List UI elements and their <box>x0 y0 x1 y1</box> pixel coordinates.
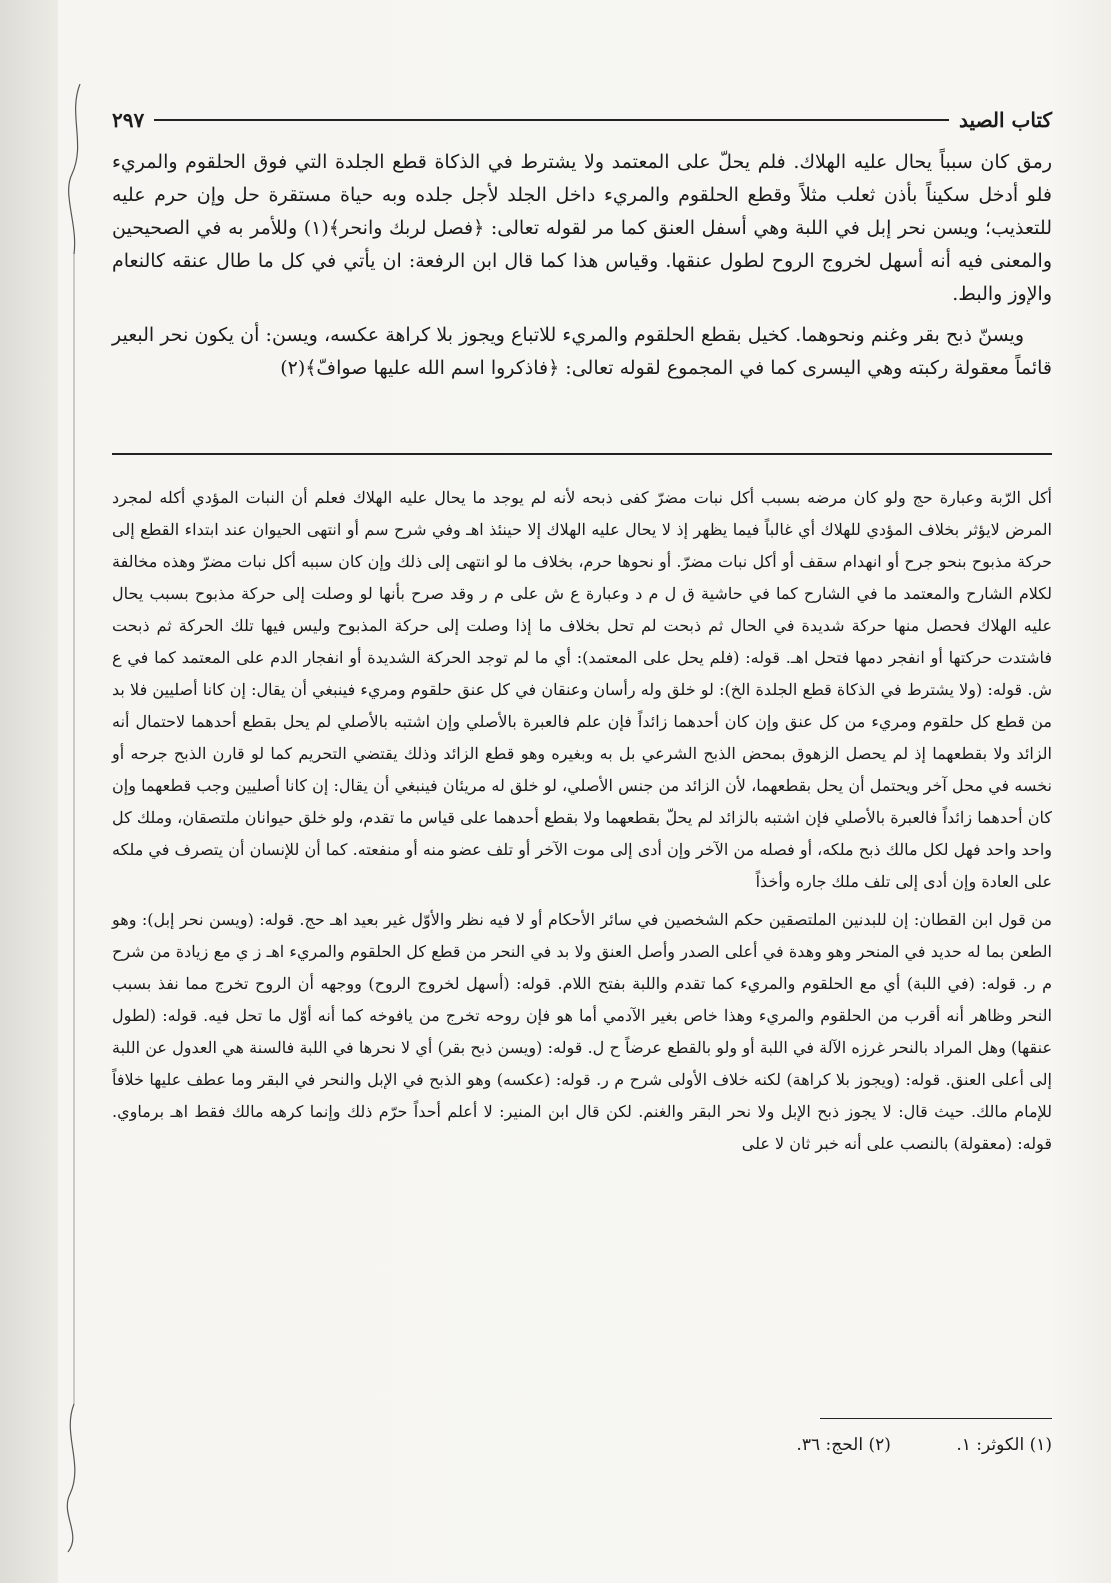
page-number: ٢٩٧ <box>112 108 145 132</box>
page-header <box>112 100 1052 140</box>
main-paragraph: رمق كان سبباً يحال عليه الهلاك. فلم يحلّ على المعتمد ولا يشترط في الذكاة قطع الجلدة التي فوق الحلقوم والمريء فلو أدخل سكيناً بأذن ثعلب مثلاً وقطع الحلقوم والمريء داخل الجلد لأجل جلده وبه حياة مستقرة حل وإن حرم عليه للتعذيب؛ ويسن نحر إبل في اللبة وهي أسفل العنق كما مر لقوله تعالى: ﴿فصل لربك وانحر﴾(١) وللأمر به في الصحيحين والمعنى فيه أنه أسهل لخروج الروح لطول عنقها. وقياس هذا كما قال ابن الرفعة: ان يأتي في كل ما طال عنقه كالنعام والإوز والبط. <box>112 151 1052 305</box>
commentary-paragraph: من قول ابن القطان: إن للبدنين الملتصقين حكم الشخصين في سائر الأحكام أو لا فيه نظر والأوّل غير بعيد اهـ حج. قوله: (ويسن نحر إبل): وهو الطعن بما له حديد في المنحر وهو وهدة في أعلى الصدر وأصل العنق ولا بد في النحر من قطع كل الحلقوم والمريء اهـ ز ي مع زيادة من شرح م ر. قوله: (في اللبة) أي مع الحلقوم والمريء كما تقدم واللبة بفتح اللام. قوله: (أسهل لخروج الروح) ووجهه أن الروح تخرج مما نفذ بسبب النحر وظاهر أنه أقرب من الحلقوم والمريء وهذا خاص بغير الآدمي أما هو فإن روحه تخرج من يافوخه كما أنه أوّل ما تحل فيه. قوله: (لطول عنقها) وهل المراد بالنحر غرزه الآلة في اللبة أو ولو بالقطع عرضاً ح ل. قوله: (ويسن ذبح بقر) أي لا نحرها في اللبة فالسنة هي العدول عن اللبة إلى أعلى العنق. قوله: (ويجوز بلا كراهة) لكنه خلاف الأولى شرح م ر. قوله: (عكسه) وهو الذبح في الإبل والنحر في البقر وما عطف عليها خلافاً للإمام مالك. حيث قال: لا يجوز ذبح الإبل ولا نحر البقر والغنم. لكن قال ابن المنير: لا أعلم أحداً حرّم ذلك وإنما كرهه مالك فقط اهـ برماوي. قوله: (معقولة) بالنصب على أنه خبر ثان لا على <box>112 910 1052 1153</box>
binding-flourish-icon <box>58 84 88 1554</box>
section-divider <box>112 453 1052 455</box>
commentary-text <box>112 482 1052 1166</box>
main-text <box>112 146 1052 393</box>
commentary-paragraph: أكل الرّبة وعبارة حج ولو كان مرضه بسبب أكل نبات مضرّ كفى ذبحه لأنه لم يوجد ما يحال عليه الهلاك فعلم أن النبات المؤدي أكله لمجرد المرض لايؤثر بخلاف المؤدي للهلاك أي غالباً فيما يظهر إذ لا يحال عليه الهلاك إلا حينئذ اهـ وفي شرح سم أو انتهى الحيوان عند ابتداء القطع إلى حركة مذبوح بنحو جرح أو انهدام سقف أو أكل نبات مضرّ. أو نحوها حرم، بخلاف ما لو انتهى إلى ذلك وإن كان سببه أكل نبات مضرّ وهذه مخالفة لكلام الشارح والمعتمد ما في الشارح كما في حاشية ق ل م د وعبارة ع ش على م ر وقد صرح بأنها لو وصلت إلى حركة مذبوح بسبب يحال عليه الهلاك فحصل منها حركة شديدة في الحال ثم ذبحت لم تحل بخلاف ما إذا وصلت إلى حركة المذبوح وليس فيها تلك الحركة ثم ذبحت فاشتدت حركتها أو انفجر دمها فتحل اهـ. قوله: (فلم يحل على المعتمد): أي ما لم توجد الحركة الشديدة أو انفجار الدم على المعتمد كما في ع ش. قوله: (ولا يشترط في الذكاة قطع الجلدة الخ): لو خلق وله رأسان وعنقان في كل عنق حلقوم ومريء فينبغي أن يقال: إن كانا أصليين فلا بد من قطع كل حلقوم ومريء من كل عنق وإن كان أحدهما زائداً فإن علم فالعبرة بالأصلي وإن اشتبه بالأصلي لم يحل بقطع أحدهما لاحتمال أنه الزائد ولا بقطعهما إذ لم يحصل الزهوق بمحض الذبح الشرعي بل به وبغيره وهو قطع الزائد وذلك يقتضي التحريم كما لو قارن الذبح جرحه أو نخسه في محل آخر ويحتمل أن يحل بقطعهما، لأن الزائد من جنس الأصلي، لو خلق له مريئان فينبغي أن يقال: إن كانا أصليين وجب قطعهما وإن كان أحدهما زائداً فالعبرة بالأصلي فإن اشتبه بالزائد لم يحلّ بقطعهما ولا بقطع أحدهما على قياس ما تقدم، ولو خلق حيوانان ملتصقان، وملك كل واحد واحد فهل لكل مالك ذبح ملكه، أو فصله من الآخر وإن أدى إلى موت الآخر أو تلف عضو منه أو منفعته. كما أن للإنسان أن يتصرف في ملكه على العادة وإن أدى إلى تلف ملك جاره وأخذاً <box>112 488 1052 891</box>
footnote-divider <box>820 1418 1052 1419</box>
footnote-item: (٢) الحج: ٣٦. <box>796 1435 891 1455</box>
footnote-item: (١) الكوثر: ١. <box>956 1435 1052 1455</box>
header-rule <box>154 119 949 121</box>
footnotes <box>112 1430 1052 1460</box>
main-paragraph: ويسنّ ذبح بقر وغنم ونحوهما. كخيل بقطع الحلقوم والمريء للاتباع ويجوز بلا كراهة عكسه، ويسن: أن يكون نحر البعير قائماً معقولة ركبته وهي اليسرى كما في المجموع لقوله تعالى: ﴿فاذكروا اسم الله عليها صوافّ﴾(٢) <box>112 324 1052 379</box>
scan-edge <box>0 0 58 1583</box>
book-title: كتاب الصيد <box>959 108 1052 132</box>
